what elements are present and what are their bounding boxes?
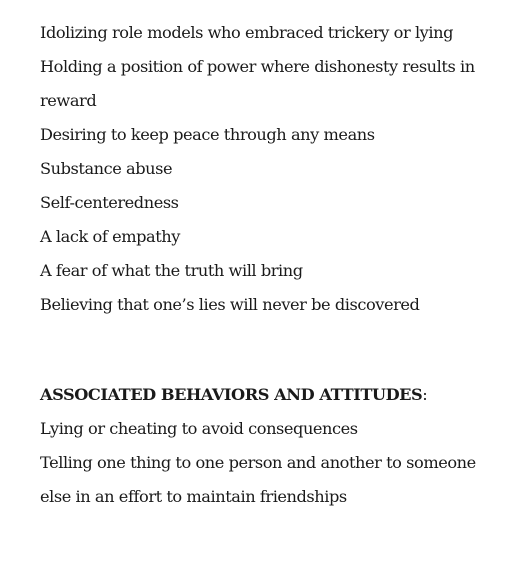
list-item: Holding a position of power where dishonesty results in reward <box>40 57 475 110</box>
document-page <box>40 16 510 514</box>
list-item: Telling one thing to one person and another to someone else in an effort to maintain friendships <box>40 453 476 506</box>
list-item: A lack of empathy <box>40 227 180 246</box>
list-item: A fear of what the truth will bring <box>40 261 303 280</box>
list-item: Lying or cheating to avoid consequences <box>40 419 358 438</box>
causes-list <box>40 16 510 322</box>
list-item: Self-centeredness <box>40 193 179 212</box>
list-item: Desiring to keep peace through any means <box>40 125 375 144</box>
section-heading-text: ASSOCIATED BEHAVIORS AND ATTITUDES <box>40 385 423 404</box>
list-item: Substance abuse <box>40 159 173 178</box>
associated-behaviors-list <box>40 412 510 514</box>
list-item: Idolizing role models who embraced trickery or lying <box>40 23 453 42</box>
section-heading-colon: : <box>422 385 428 404</box>
list-item: Believing that one’s lies will never be discovered <box>40 295 420 314</box>
section-spacer <box>40 322 510 378</box>
section-heading <box>40 378 510 412</box>
